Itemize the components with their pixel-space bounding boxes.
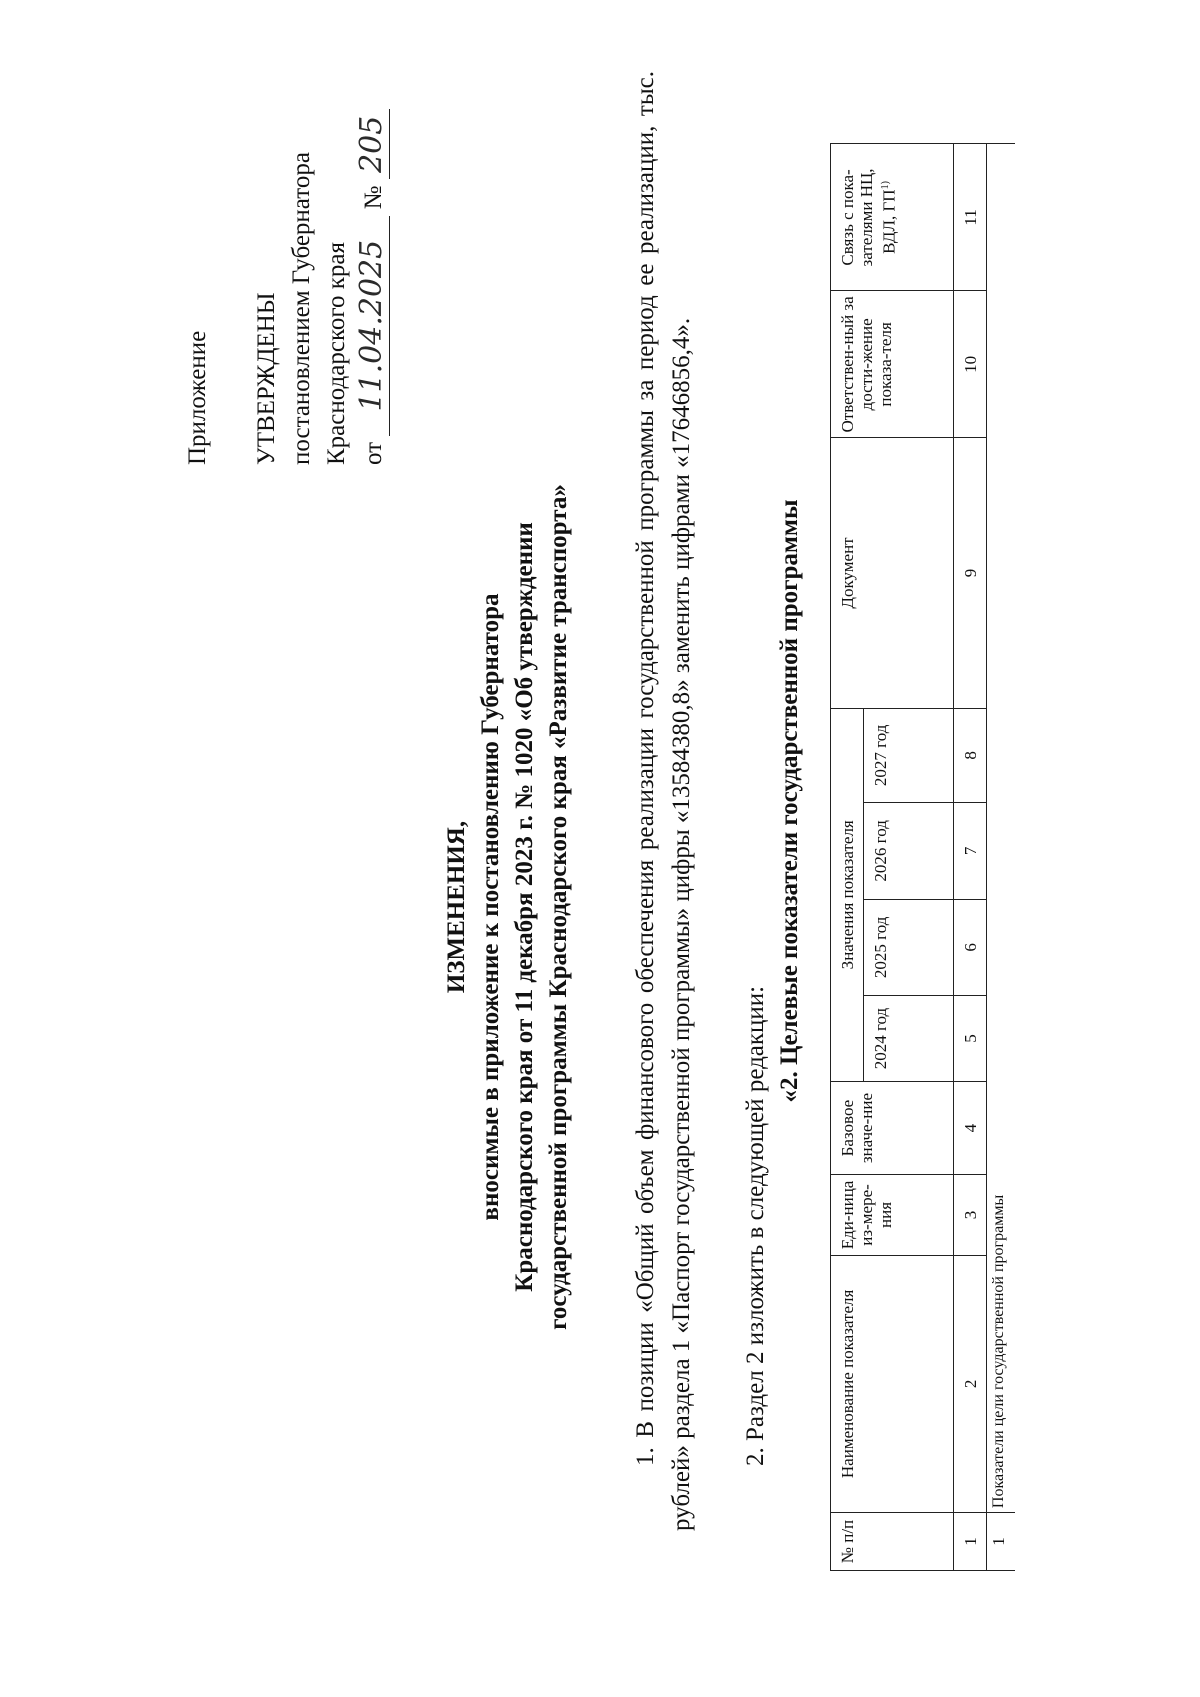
header-document: Документ [831, 438, 954, 708]
col-number: 8 [954, 708, 987, 802]
header-2026: 2026 год [864, 803, 954, 900]
heading-line-3: государственной программы Краснодарского края «Развитие транспорта» [545, 484, 572, 1330]
header-unit: Еди-ница из-мере-ния [831, 1175, 954, 1255]
header-base: Базовое значе-ние [831, 1081, 954, 1174]
approval-block [180, 109, 391, 465]
header-responsible: Ответствен-ный за дости-жение показа-теля [831, 291, 954, 438]
col-number: 6 [954, 899, 987, 996]
table-header-row [831, 101, 864, 1571]
handwritten-number: 205 [354, 109, 390, 179]
header-name: Наименование показателя [831, 1255, 954, 1512]
heading-line-2: Краснодарского края от 11 декабря 2023 г. № 1020 «Об утверждении [511, 522, 538, 1292]
col-number: 7 [954, 803, 987, 900]
section-row-label: Показатели цели государственной программы [987, 144, 1016, 1513]
approval-date-line [354, 109, 391, 465]
annex-label: Приложение [184, 330, 211, 465]
col-number: 11 [954, 144, 987, 291]
col-number: 4 [954, 1081, 987, 1174]
header-2025: 2025 год [864, 899, 954, 996]
header-2027: 2027 год [864, 708, 954, 802]
section-row-num: 1 [987, 1513, 1016, 1571]
paragraph-2: 2. Раздел 2 изложить в следующей редакции: [742, 985, 769, 1466]
header-2024: 2024 год [864, 996, 954, 1082]
heading-title: ИЗМЕНЕНИЯ, [443, 820, 470, 994]
indicators-table [830, 101, 1015, 1571]
header-link [831, 144, 954, 291]
approval-line-1: постановлением Губернатора [288, 152, 315, 465]
handwritten-date: 11.04.2025 [354, 216, 390, 436]
col-number: 2 [954, 1255, 987, 1512]
table-number-row [954, 101, 987, 1571]
approval-line-2: Краснодарского края [323, 242, 350, 465]
number-label: № [360, 185, 387, 210]
section-title: «2. Целевые показатели государственной программы [776, 499, 803, 1103]
approved-label: УТВЕРЖДЕНЫ [253, 292, 280, 465]
document-heading [440, 457, 576, 1357]
col-number: 3 [954, 1175, 987, 1255]
col-number: 10 [954, 291, 987, 438]
from-prefix: от [360, 441, 387, 465]
header-num: № п/п [831, 1513, 954, 1571]
paragraph-1: 1. В позиции «Общий объем финансового обеспечения реализации государственной программы за период ее реализации, тыс. рублей» раздела 1 «Паспорт государственной программы» цифры «13584380,8» заменить цифрами «17646856,4». [632, 71, 695, 1531]
header-link-footnote: 1) [880, 181, 891, 190]
header-values-group: Значения показателя [831, 708, 864, 1081]
table-section-row [987, 101, 1016, 1571]
col-number: 1 [954, 1513, 987, 1571]
heading-line-1: вносимые в приложение к постановлению Губернатора [477, 593, 504, 1221]
header-link-text: Связь с пока-зателями НЦ, ВДЛ, ГП [838, 168, 899, 267]
col-number: 5 [954, 996, 987, 1082]
margin-cell [831, 101, 1016, 144]
col-number: 9 [954, 438, 987, 708]
